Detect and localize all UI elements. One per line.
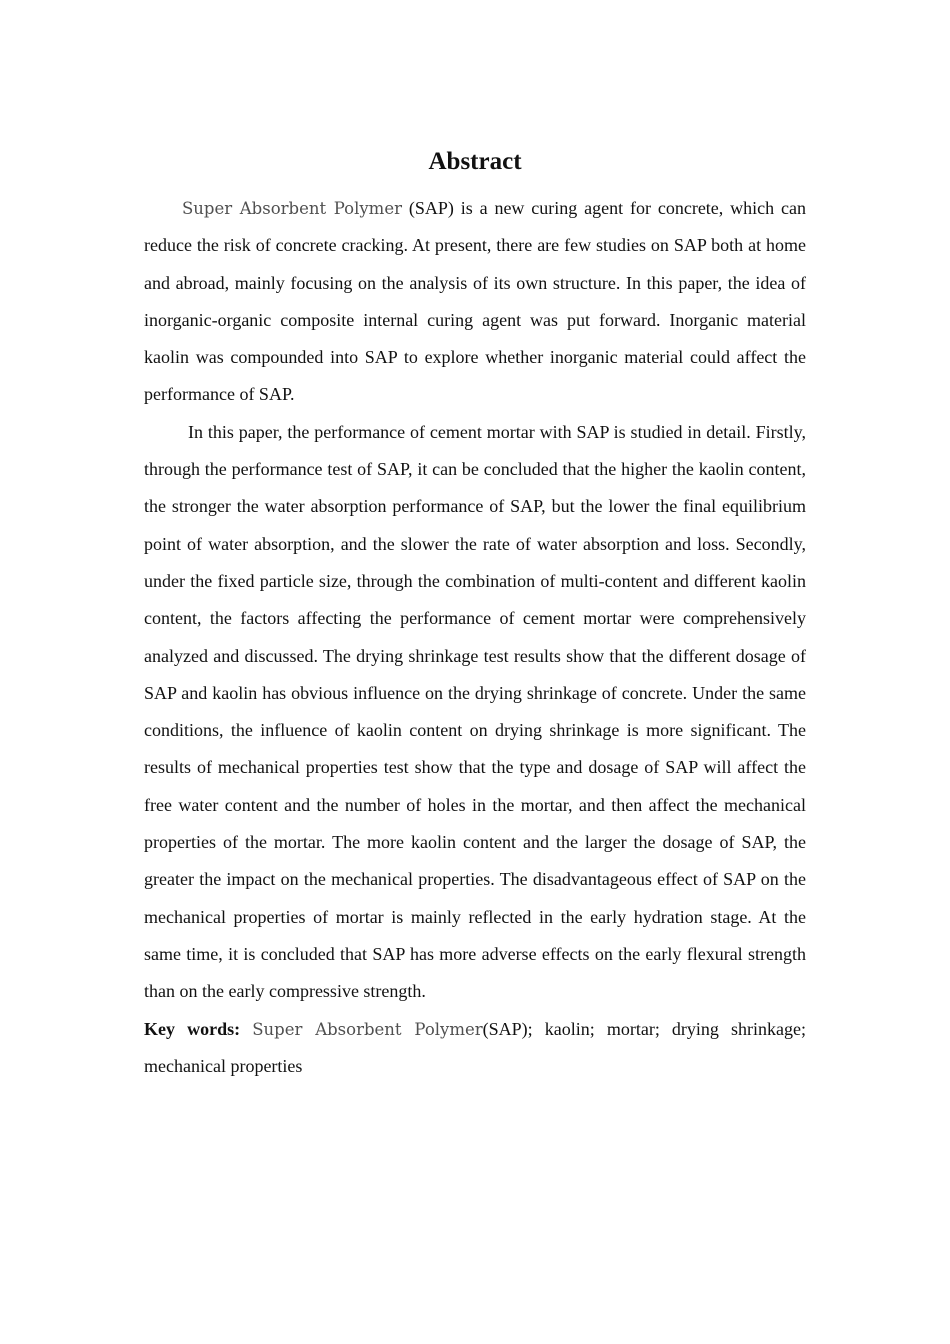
abstract-title: Abstract xyxy=(428,148,522,175)
paragraph-1-term: Super Absorbent Polymer xyxy=(182,199,402,218)
abstract-paragraph-1 xyxy=(144,190,806,414)
abstract-section xyxy=(144,140,806,1085)
keywords-text: (SAP); kaolin; mortar; drying shrinkage; mechanical properties xyxy=(144,1018,807,1076)
paragraph-2-text: In this paper, the performance of cement mortar with SAP is studied in detail. Firstly, through the performance test of SAP, it can be concluded that the higher the kaolin content, the stronger the water absorption performance of SAP, but the lower the final equilibrium point of water absorption, and the slower the rate of water absorption and loss. Secondly, under the fixed particle size, through the combination of multi-content and different kaolin content, the factors affecting the performance of cement mortar were comprehensively analyzed and discussed. The drying shrinkage test results show that the different dosage of SAP and kaolin has obvious influence on the drying shrinkage of concrete. Under the same conditions, the influence of kaolin content on drying shrinkage is more significant. The results of mechanical properties test show that the type and dosage of SAP will affect the free water content and the number of holes in the mortar, and then affect the mechanical properties of the mortar. The more kaolin content and the larger the dosage of SAP, the greater the impact on the mechanical properties. The disadvantageous effect of SAP on the mechanical properties of mortar is mainly reflected in the early hydration stage. At the same time, it is concluded that SAP has more adverse effects on the early flexural strength than on the early compressive strength. xyxy=(144,421,806,1002)
keywords-line xyxy=(144,1011,806,1086)
keywords-term: Super Absorbent Polymer xyxy=(252,1019,483,1039)
keywords-label: Key words: xyxy=(144,1018,241,1039)
paragraph-1-text: (SAP) is a new curing agent for concrete, which can reduce the risk of concrete cracking. At present, there are few studies on SAP both at home and abroad, mainly focusing on the analysis of its own structure. In this paper, the idea of inorganic-organic composite internal curing agent was put forward. Inorganic material kaolin was compounded into SAP to explore whether inorganic material could affect the performance of SAP. xyxy=(144,198,806,405)
abstract-paragraph-2 xyxy=(144,414,806,1011)
